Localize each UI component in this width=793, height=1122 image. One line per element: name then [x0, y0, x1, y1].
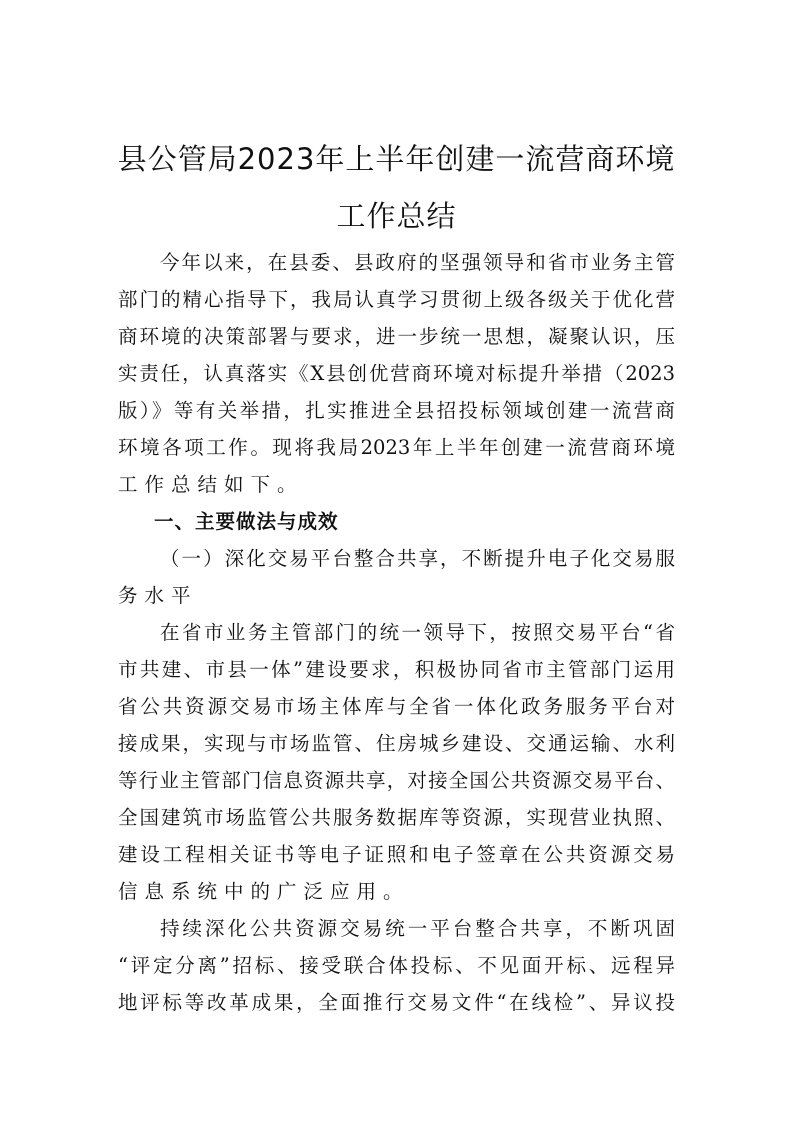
document-title-line-1: 县公管局2023年上半年创建一流营商环境 — [117, 142, 676, 176]
text-line: 全国建筑市场监管公共服务数据库等资源，实现营业执照、 — [118, 806, 675, 829]
text-line: 省公共资源交易市场主体库与全省一体化政务服务平台对 — [118, 695, 675, 718]
text-line: 商环境的决策部署与要求，进一步统一思想，凝聚认识，压 — [118, 325, 675, 348]
text-line: 实责任，认真落实《X县创优营商环境对标提升举措（2023 — [118, 362, 675, 385]
text-line: 今年以来，在县委、县政府的坚强领导和省市业务主管 — [160, 251, 675, 274]
document-body — [118, 244, 675, 1021]
text-line: “评定分离”招标、接受联合体投标、不见面开标、远程异 — [118, 954, 675, 977]
text-line: 务水平 — [118, 584, 198, 607]
text-line: 信息系统中的广泛应用。 — [118, 880, 410, 903]
text-line: 接成果，实现与市场监管、住房城乡建设、交通运输、水利 — [118, 732, 675, 755]
text-line: 在省市业务主管部门的统一领导下，按照交易平台“省 — [160, 621, 675, 644]
text-line: 环境各项工作。现将我局2023年上半年创建一流营商环境 — [118, 436, 675, 459]
document-title-line-2: 工作总结 — [336, 199, 457, 233]
text-line: 建设工程相关证书等电子证照和电子签章在公共资源交易 — [118, 843, 675, 866]
section-heading: 一、主要做法与成效 — [154, 510, 339, 533]
text-line: 市共建、市县一体”建设要求，积极协同省市主管部门运用 — [118, 658, 675, 681]
text-line: 等行业主管部门信息资源共享，对接全国公共资源交易平台、 — [118, 769, 675, 792]
text-line: 部门的精心指导下，我局认真学习贯彻上级各级关于优化营 — [118, 288, 675, 311]
text-line: （一）深化交易平台整合共享，不断提升电子化交易服 — [160, 547, 675, 570]
text-line: 工作总结如下。 — [118, 473, 304, 496]
text-line: 版）》等有关举措，扎实推进全县招投标领域创建一流营商 — [118, 399, 675, 422]
text-line: 地评标等改革成果，全面推行交易文件“在线检”、异议投 — [118, 991, 675, 1014]
text-line: 持续深化公共资源交易统一平台整合共享，不断巩固 — [160, 917, 675, 940]
